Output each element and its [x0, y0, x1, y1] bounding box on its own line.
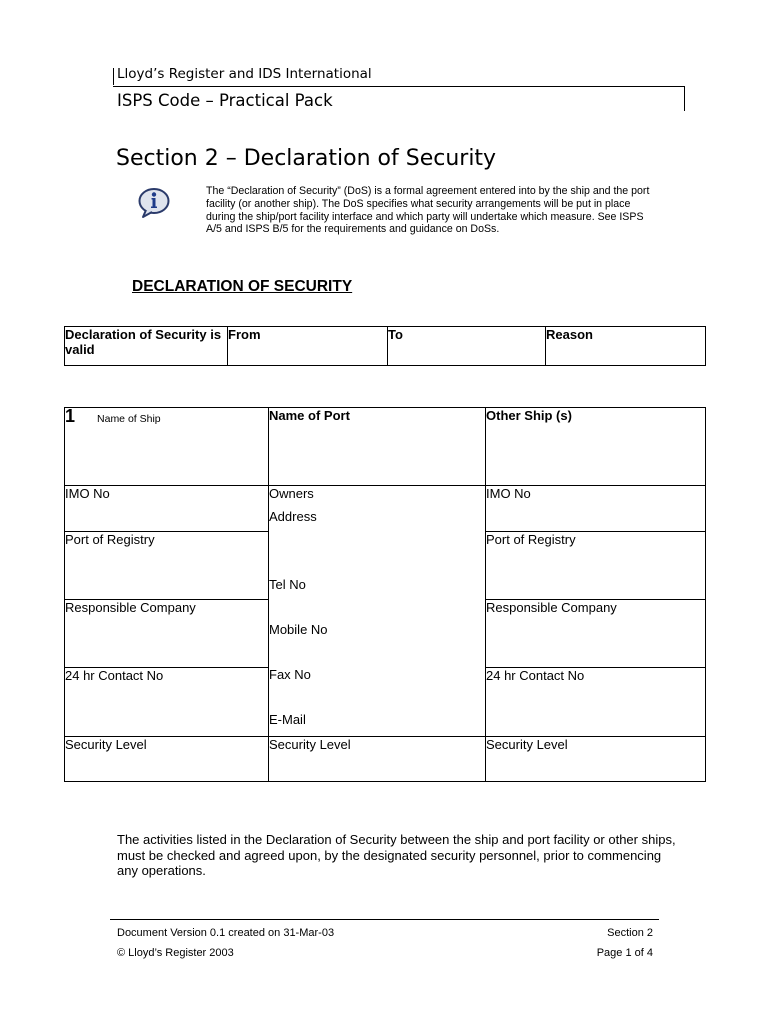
other-ship-cell[interactable]: Other Ship (s) — [486, 408, 706, 486]
other-port-of-registry-cell[interactable]: Port of Registry — [486, 532, 706, 600]
address-label: Address — [269, 509, 317, 524]
port-security-level-cell[interactable]: Security Level — [269, 737, 486, 782]
header-rule-right — [684, 86, 685, 111]
footer-page-number: Page 1 of 4 — [596, 947, 653, 959]
owners-cell[interactable] — [269, 486, 486, 737]
other-responsible-company-cell[interactable]: Responsible Company — [486, 600, 706, 668]
intro-text: The “Declaration of Security” (DoS) is a formal agreement entered into by the ship and the port facility (or another ship). The DoS specifies what security arrangements will be put in place during the ship/port facility interface and which party will undertake which measure. See ISPS A/5 and ISPS B/5 for the requirements and guidance on DoSs. — [206, 185, 650, 236]
form-heading: DECLARATION OF SECURITY — [132, 278, 353, 295]
fax-no-label: Fax No — [269, 667, 311, 682]
table-row — [65, 408, 706, 486]
imo-no-cell[interactable]: IMO No — [65, 486, 269, 532]
footer-section: Section 2 — [607, 927, 653, 939]
tel-no-label: Tel No — [269, 577, 306, 592]
validity-label-cell: Declaration of Security is valid — [65, 327, 228, 366]
email-label: E-Mail — [269, 712, 306, 727]
info-icon — [137, 186, 171, 220]
name-of-ship-cell[interactable] — [65, 408, 269, 486]
from-cell[interactable]: From — [228, 327, 388, 366]
responsible-company-cell[interactable]: Responsible Company — [65, 600, 269, 668]
section-title: Section 2 – Declaration of Security — [116, 146, 497, 171]
reason-cell[interactable]: Reason — [546, 327, 706, 366]
table-row — [65, 327, 706, 366]
table-row — [65, 486, 706, 532]
table-row — [65, 737, 706, 782]
ship-port-table — [64, 407, 706, 782]
port-of-registry-cell[interactable]: Port of Registry — [65, 532, 269, 600]
header-organization: Lloyd’s Register and IDS International — [117, 66, 372, 82]
ship-number: 1 — [65, 406, 76, 426]
other-contact-no-cell[interactable]: 24 hr Contact No — [486, 668, 706, 737]
header-rule — [113, 86, 685, 87]
other-security-level-cell[interactable]: Security Level — [486, 737, 706, 782]
to-cell[interactable]: To — [388, 327, 546, 366]
mobile-no-label: Mobile No — [269, 622, 328, 637]
validity-table — [64, 326, 706, 366]
other-imo-no-cell[interactable]: IMO No — [486, 486, 706, 532]
contact-no-cell[interactable]: 24 hr Contact No — [65, 668, 269, 737]
header-pack-title: ISPS Code – Practical Pack — [117, 91, 333, 110]
name-of-ship-label: Name of Ship — [97, 413, 161, 425]
closing-text: The activities listed in the Declaration of Security between the ship and port facility or other ships, must be checked and agreed upon, by the designated security personnel, prior to commencing any operations. — [117, 832, 676, 878]
header-rule-left — [113, 68, 114, 85]
footer-rule — [110, 919, 659, 920]
footer-copyright: © Lloyd’s Register 2003 — [117, 947, 234, 959]
footer-version: Document Version 0.1 created on 31-Mar-03 — [117, 927, 335, 939]
name-of-port-cell[interactable]: Name of Port — [269, 408, 486, 486]
owners-label: Owners — [269, 486, 314, 501]
ship-security-level-cell[interactable]: Security Level — [65, 737, 269, 782]
